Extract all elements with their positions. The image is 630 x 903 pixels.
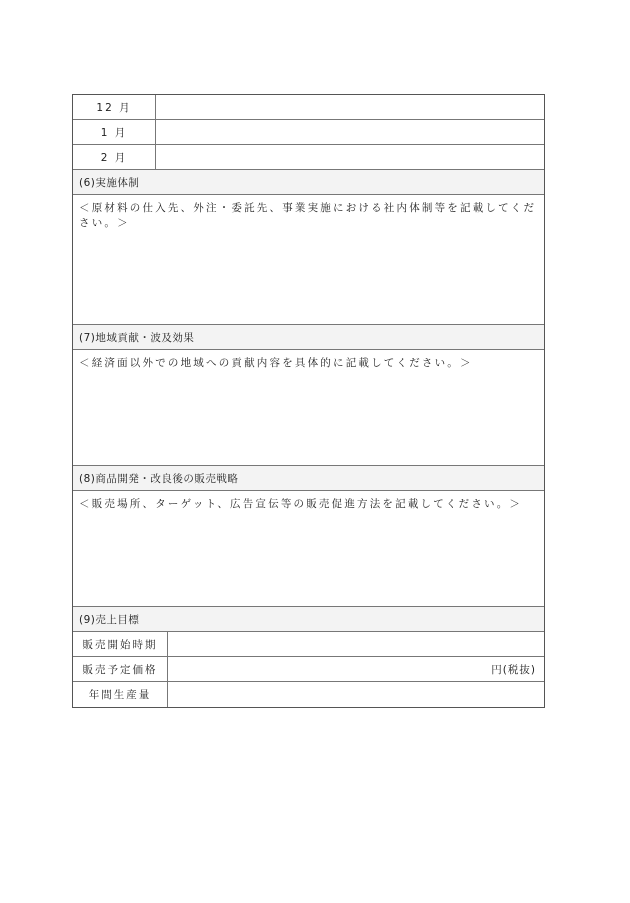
section-header-sales-target: (9)売上目標: [73, 607, 544, 632]
sales-label: 販売予定価格: [73, 657, 168, 681]
month-row-february: [73, 145, 544, 170]
month-label: 12 月: [73, 95, 156, 119]
regional-contribution-text-area[interactable]: ＜経済面以外での地域への貢献内容を具体的に記載してください。＞: [73, 350, 544, 466]
section-header-sales-strategy: (8)商品開発・改良後の販売戦略: [73, 466, 544, 491]
month-plan-field[interactable]: [156, 120, 544, 144]
month-plan-field[interactable]: [156, 145, 544, 169]
section-header-regional-contribution: (7)地域貢献・波及効果: [73, 325, 544, 350]
sales-label: 販売開始時期: [73, 632, 168, 656]
month-row-january: [73, 120, 544, 145]
sales-row-annual-production: [73, 682, 544, 707]
month-label: 2 月: [73, 145, 156, 169]
planned-price-field[interactable]: 円(税抜): [491, 663, 536, 676]
month-label: 1 月: [73, 120, 156, 144]
sales-row-start-period: [73, 632, 544, 657]
sales-strategy-text-area[interactable]: ＜販売場所、ターゲット、広告宣伝等の販売促進方法を記載してください。＞: [73, 491, 544, 607]
month-row-december: [73, 95, 544, 120]
sales-row-planned-price: [73, 657, 544, 682]
plan-form-table: [72, 94, 545, 708]
sales-start-period-field[interactable]: [168, 632, 544, 656]
annual-production-field[interactable]: [168, 682, 544, 707]
section-header-implementation: (6)実施体制: [73, 170, 544, 195]
sales-label: 年間生産量: [73, 682, 168, 707]
month-plan-field[interactable]: [156, 95, 544, 119]
implementation-text-area[interactable]: ＜原材料の仕入先、外注・委託先、事業実施における社内体制等を記載してください。＞: [73, 195, 544, 325]
